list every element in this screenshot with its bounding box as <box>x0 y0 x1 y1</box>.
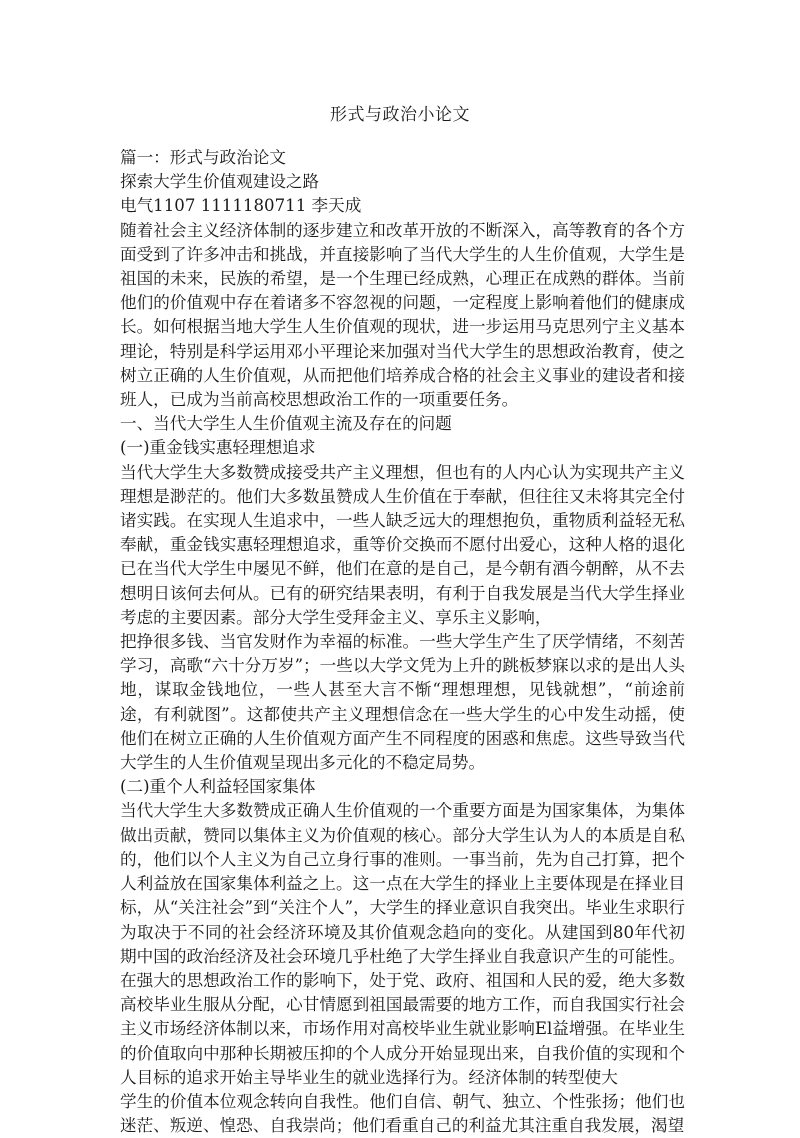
document-title: 形式与政治小论文 <box>330 105 470 125</box>
author-line: 电气1107 1111180711 李天成 <box>120 196 362 216</box>
document-body <box>120 146 685 1138</box>
section-heading: 篇一：形式与政治论文 <box>120 148 286 167</box>
essay-title: 探索大学生价值观建设之路 <box>120 172 320 192</box>
section-heading: 一、当代大学生人生价值观主流及存在的问题 <box>120 414 452 434</box>
body-paragraph: 随着社会主义经济体制的逐步建立和改革开放的不断深入，高等教育的各个方面受到了许多冲击和挑战，并直接影响了当代大学生的人生价值观，大学生是祖国的未来，民族的希望，是一个生理已经成熟，心理正在成熟的群体。当前他们的价值观中存在着诸多不容忽视的问题，一定程度上影响着他们的健康成长。如何根据当地大学生人生价值观的现状，进一步运用马克思列宁主义基本理论，特别是科学运用邓小平理论来加强对当代大学生的思想政治教育，使之树立正确的人生价值观，从而把他们培养成合格的社会主义事业的建设者和接班人，已成为当前高校思想政治工作的一项重要任务。 <box>120 220 685 410</box>
body-paragraph: 把挣很多钱、当官发财作为幸福的标准。一些大学生产生了厌学情绪，不刻苦学习，高歌“六十分万岁”；一些以大学文凭为上升的跳板梦寐以求的是出人头地，谋取金钱地位，一些人甚至大言不惭“理想理想，见钱就想”，“前途前途，有利就图”。这都使共产主义理想信念在一些大学生的心中发生动摇，使他们在树立正确的人生价值观方面产生不同程度的困惑和焦虑。这些导致当代大学生的人生价值观呈现出多元化的不稳定局势。 <box>120 632 685 773</box>
body-paragraph: 当代大学生大多数赞成正确人生价值观的一个重要方面是为国家集体，为集体做出贡献，赞同以集体主义为价值观的核心。部分大学生认为人的本质是自私的，他们以个人主义为自己立身行事的准则。一事当前，先为自己打算，把个人利益放在国家集体利益之上。这一点在大学生的择业上主要体现是在择业目标，从“关注社会”到“关注个人”，大学生的择业意识自我突出。毕业生求职行为取决于不同的社会经济环境及其价值观念趋向的变化。从建国到80年代初期中国的政治经济及社会环境几乎杜绝了大学生择业自我意识产生的可能性。在强大的思想政治工作的影响下，处于党、政府、祖国和人民的爱，绝大多数高校毕业生服从分配，心甘情愿到祖国最需要的地方工作，而自我国实行社会主义市场经济体制以来，市场作用对高校毕业生就业影响El益增强。在毕业生的价值取向中那种长期被压抑的个人成分开始显现出来，自我价值的实现和个人目标的追求开始主导毕业生的就业选择行为。经济体制的转型使大 <box>120 801 686 1087</box>
subsection-heading: (二)重个人利益轻国家集体 <box>120 777 316 797</box>
body-paragraph: 学生的价值本位观念转向自我性。他们自信、朝气、独立、个性张扬；他们也迷茫、叛逆、惶恐、自我崇尚；他们看重自己的利益尤其注重自我发展，渴望 <box>120 1091 685 1136</box>
subsection-heading: (一)重金钱实惠轻理想追求 <box>120 438 316 458</box>
body-paragraph: 当代大学生大多数赞成接受共产主义理想，但也有的人内心认为实现共产主义理想是渺茫的。他们大多数虽赞成人生价值在于奉献，但往往又未将其完全付诸实践。在实现人生追求中，一些人缺乏远大的理想抱负，重物质利益轻无私奉献，重金钱实惠轻理想追求，重等价交换而不愿付出爱心，这种人格的退化已在当代大学生中屡见不鲜，他们在意的是自己，是今朝有酒今朝醉，从不去想明日该何去何从。已有的研究结果表明，有利于自我发展是当代大学生择业考虑的主要因素。部分大学生受拜金主义、享乐主义影响， <box>120 462 685 627</box>
